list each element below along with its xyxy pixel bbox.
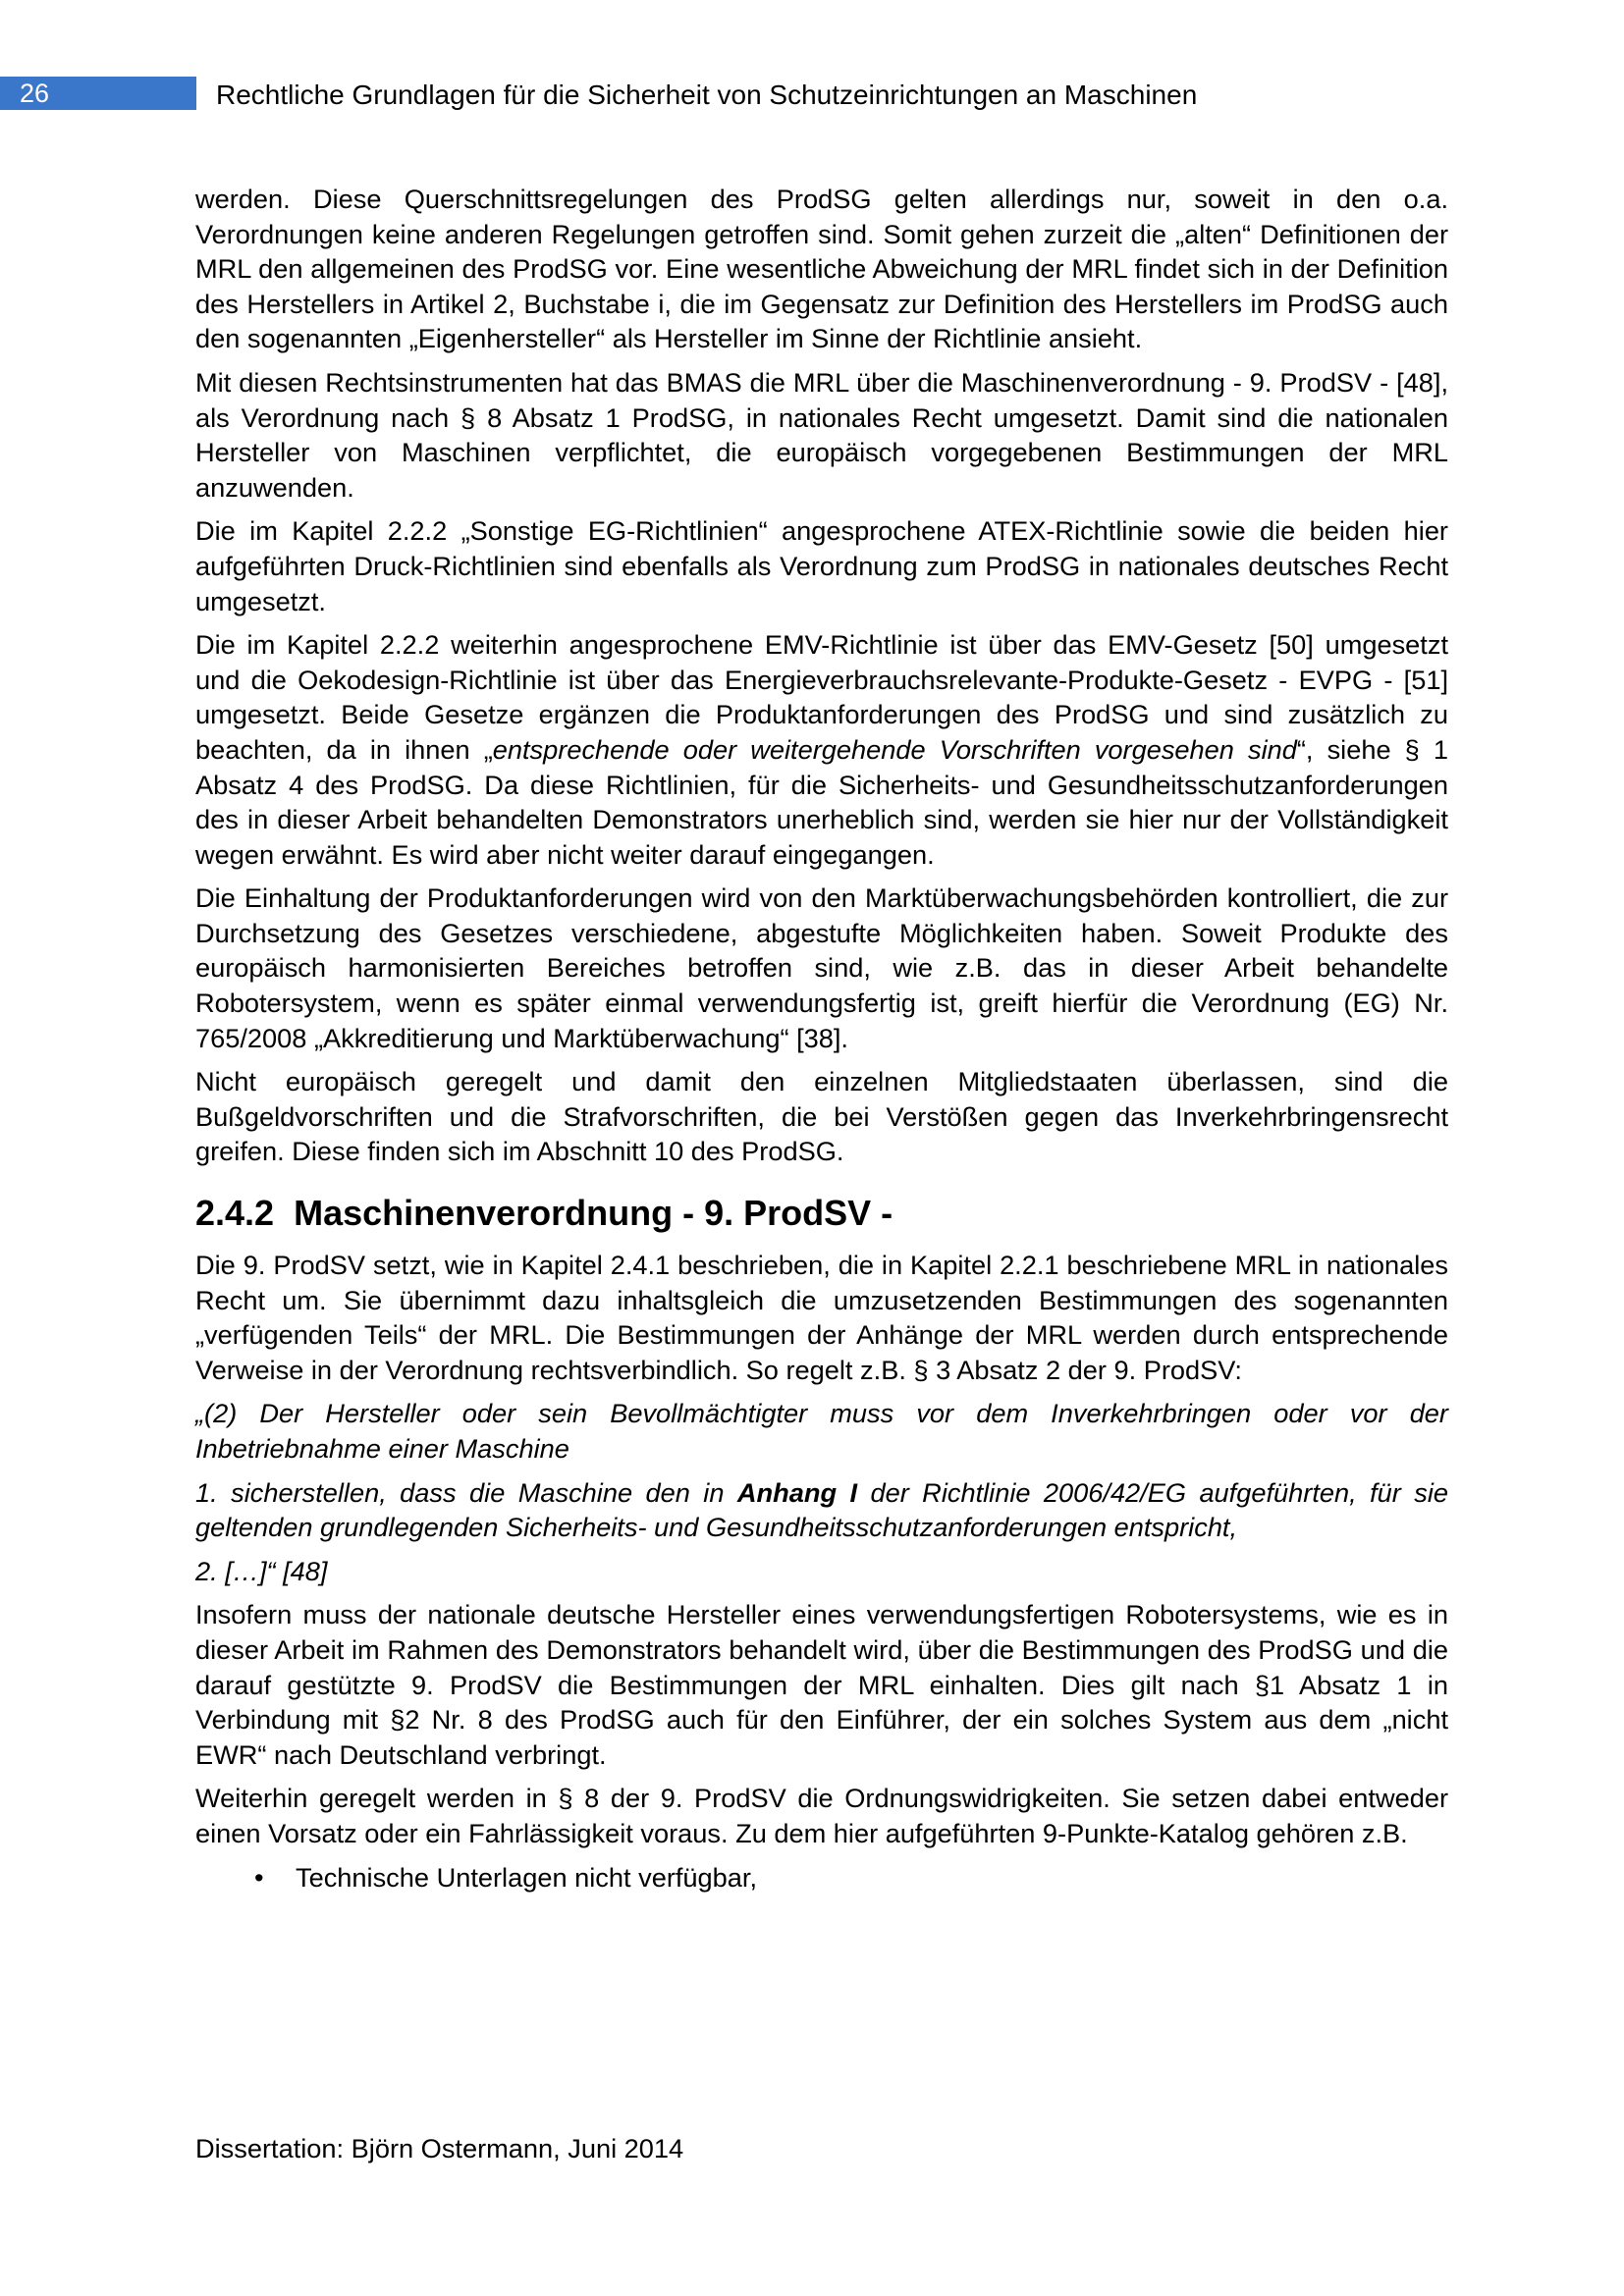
page-footer: Dissertation: Björn Ostermann, Juni 2014: [195, 2133, 684, 2163]
section-number: 2.4.2: [195, 1193, 275, 1234]
page-body: [195, 182, 1448, 1895]
text-run: der Richtlinie 2006/42/EG aufgeführten, für sie geltenden grundlegenden Sicherheits- und Gesundheitsschutzanforderungen entspricht,: [195, 1476, 1448, 1543]
paragraph: Die Einhaltung der Produktanforderungen wird von den Marktüberwachungsbehörden kontrolliert, die zur Durchsetzung des Gesetzes verschiedene, abgestufte Möglichkeiten haben. Soweit Produkte des europäisch harmonisierten Bereiches betroffen sind, wie z.B. das in dieser Arbeit behandelte Robotersystem, wenn es später einmal verwendungsfertig ist, greift hierfür die Verordnung (EG) Nr. 765/2008 „Akkreditierung und Marktüberwachung“ [38].: [195, 882, 1448, 1053]
text-run: “, siehe § 1 Absatz 4 des ProdSG. Da diese Richtlinien, für die Sicherheits- und Gesundheitsschutzanforderungen des in dieser Arbeit behandelten Demonstrators unerheblich sind, werden sie hier nur der Vollständigkeit wegen erwähnt. Es wird aber nicht weiter darauf eingegangen.: [195, 733, 1448, 870]
paragraph: Mit diesen Rechtsinstrumenten hat das BMAS die MRL über die Maschinenverordnung - 9. ProdSV - [48], als Verordnung nach § 8 Absatz 1 ProdSG, in nationales Recht umgesetzt. Damit sind die nationalen Hersteller von Maschinen verpflichtet, die europäisch vorgegebenen Bestimmungen der MRL anzuwenden.: [195, 366, 1448, 503]
quote-paragraph: 2. […]“ [48]: [195, 1555, 328, 1586]
paragraph: Insofern muss der nationale deutsche Hersteller eines verwendungsfertigen Robotersystems, wie es in dieser Arbeit im Rahmen des Demonstrators behandelt wird, über die Bestimmungen des ProdSG und die darauf gestützte 9. ProdSV die Bestimmungen der MRL einhalten. Dies gilt nach §1 Absatz 1 in Verbindung mit §2 Nr. 8 des ProdSG auch für den Einführer, der ein solches System aus dem „nicht EWR“ nach Deutschland verbringt.: [195, 1599, 1448, 1770]
paragraph: werden. Diese Querschnittsregelungen des ProdSG gelten allerdings nur, soweit in den o.a. Verordnungen keine anderen Regelungen getroffen sind. Somit gehen zurzeit die „alten“ Definitionen der MRL den allgemeinen des ProdSG vor. Eine wesentliche Abweichung der MRL findet sich in der Definition des Herstellers in Artikel 2, Buchstabe i, die im Gegensatz zur Definition des Herstellers im ProdSG auch den sogenannten „Eigenhersteller“ als Hersteller im Sinne der Richtlinie ansieht.: [195, 184, 1448, 354]
page-number: 26: [0, 77, 196, 110]
paragraph: Die im Kapitel 2.2.2 „Sonstige EG-Richtlinien“ angesprochene ATEX-Richtlinie sowie die beiden hier aufgeführten Druck-Richtlinien sind ebenfalls als Verordnung zum ProdSG in nationales deutsches Recht umgesetzt.: [195, 515, 1448, 616]
running-title: Rechtliche Grundlagen für die Sicherheit von Schutzeinrichtungen an Maschinen: [216, 80, 1198, 110]
list-item: [195, 1860, 1448, 1896]
quote-paragraph: „(2) Der Hersteller oder sein Bevollmächtigter muss vor dem Inverkehrbringen oder vor der Inbetriebnahme einer Maschine: [195, 1398, 1448, 1464]
paragraph: [195, 627, 1448, 872]
paragraph: Die 9. ProdSV setzt, wie in Kapitel 2.4.1 beschrieben, die in Kapitel 2.2.1 beschriebene MRL in nationales Recht um. Sie übernimmt dazu inhaltsgleich die umzusetzenden Bestimmungen des sogenannten „verfügenden Teils“ der MRL. Die Bestimmungen der Anhänge der MRL werden durch entsprechende Verweise in der Verordnung rechtsverbindlich. So regelt z.B. § 3 Absatz 2 der 9. ProdSV:: [195, 1250, 1448, 1385]
bold-run: Anhang I: [736, 1476, 858, 1508]
italic-quote: entsprechende oder weitergehende Vorschriften vorgesehen sind: [492, 733, 1297, 765]
section-title: Maschinenverordnung - 9. ProdSV -: [294, 1193, 893, 1234]
page-header: [0, 77, 1624, 116]
text-run: 1. sicherstellen, dass die Maschine den in: [195, 1476, 737, 1508]
quote-paragraph: [195, 1475, 1448, 1545]
paragraph: Weiterhin geregelt werden in § 8 der 9. ProdSV die Ordnungswidrigkeiten. Sie setzen dabei entweder einen Vorsatz oder ein Fahrlässigkeit voraus. Zu dem hier aufgeführten 9-Punkte-Katalog gehören z.B.: [195, 1783, 1448, 1848]
bullet-list: [195, 1860, 1448, 1896]
list-item-text: Technische Unterlagen nicht verfügbar,: [296, 1861, 758, 1893]
text-run: Die im Kapitel 2.2.2 weiterhin angesprochene EMV-Richtlinie ist über das EMV-Gesetz [50] umgesetzt und die Oekodesign-Richtlinie ist über das Energieverbrauchsrelevante-Produkte-Gesetz - EVPG - [51] umgesetzt. Beide Gesetze ergänzen die Produktanforderungen des ProdSG und sind zusätzlich zu beachten, da in ihnen „: [195, 629, 1448, 765]
bullet-icon: •: [254, 1861, 264, 1893]
paragraph: Nicht europäisch geregelt und damit den einzelnen Mitgliedstaaten überlassen, sind die Bußgeldvorschriften und die Strafvorschriften, die bei Verstößen gegen das Inverkehrbringensrecht greifen. Diese finden sich im Abschnitt 10 des ProdSG.: [195, 1066, 1448, 1167]
section-heading: [195, 1191, 1448, 1236]
